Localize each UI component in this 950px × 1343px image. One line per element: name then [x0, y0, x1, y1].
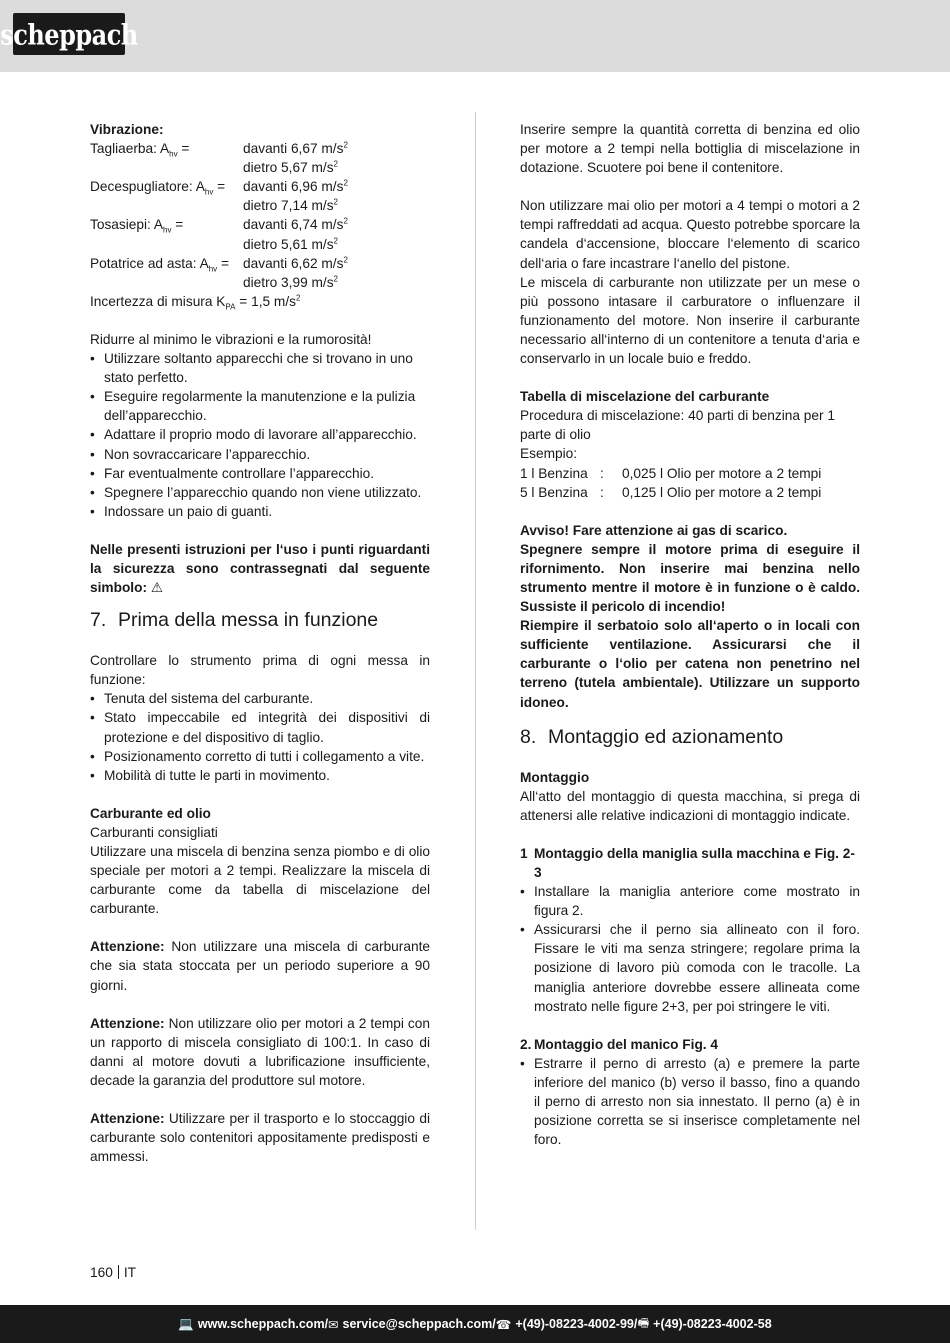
list-item: • Adattare il proprio modo di lavorare all’apparecchio. [90, 425, 430, 444]
page-header [0, 0, 950, 72]
refuel-warning: Spegnere sempre il motore prima di eseguire il rifornimento. Non inserire mai benzina nello strumento mentre il motore è in funzione o è caldo. Sussiste il pericolo di incendio! [520, 541, 860, 615]
section-heading-7: 7. Prima della messa in funzione [90, 609, 379, 632]
list-item: • Eseguire regolarmente la manutenzione e la pulizia dell’apparecchio. [90, 387, 430, 425]
fuel-storage-text: Le miscela di carburante non utilizzate per un mese o più possono intasare il carburatore o influenzare il funzionamento del motore. Non inserire il carburante necessario all‘interno di un contenitore a tenuta d‘aria e conservarlo in un locale buio e freddo. [520, 274, 860, 367]
page-footer: 💻 www.scheppach.com / ✉ service@scheppach.com / ☎ +(49)-08223-4002-99 / 🖷 +(49)-08223-4002-58 [0, 1305, 950, 1343]
list-item: • Indossare un paio di guanti. [90, 502, 430, 521]
check-list [90, 689, 430, 784]
vibration-row: Tosasiepi: $A_{hv}$ = davanti 6,74 $m/s^2$ [90, 216, 348, 236]
fuel-quantity-text: Inserire sempre la quantità corretta di benzina ed olio per motore a 2 tempi nella bottiglia di miscelazione in dotazione. Scuotere poi bene il contenitore. [520, 122, 860, 176]
vibration-values [90, 139, 430, 311]
assembly-title: Montaggio [520, 769, 590, 785]
column-divider [475, 112, 476, 1230]
list-item: • Installare la maniglia anteriore come mostrato in figura 2. [520, 882, 860, 920]
reduce-vibration-text: Ridurre al minimo le vibrazioni e la rumorosità! [90, 331, 372, 347]
vibration-row: dietro 5,67 $m/s^2$ [243, 159, 338, 176]
exhaust-warning: Avviso! Fare attenzione ai gas di scarico. [520, 522, 788, 538]
attention-note-3: Attenzione: Utilizzare per il trasporto e lo stoccaggio di carburante solo contenitori appositamente predisposti e ammessi. [90, 1111, 430, 1165]
list-item: • Utilizzare soltanto apparecchi che si trovano in uno stato perfetto. [90, 349, 430, 387]
oil-warning-text: Non utilizzare mai olio per motori a 4 tempi o motori a 2 tempi raffreddati ad acqua. Questo potrebbe sporcare la candela d‘accensione, bloccare l‘elemento di scarico dell‘aria o fare incastrare l‘anello del pistone. [520, 198, 860, 271]
vibration-row: dietro 3,99 $m/s^2$ [243, 274, 338, 290]
step-1-title: 1 Montaggio della maniglia sulla macchina e Fig. 2-3 [520, 845, 855, 880]
step-2-list [520, 1054, 860, 1149]
footer-website[interactable]: www.scheppach.com [197, 1317, 325, 1331]
page-number: 160 IT [90, 1265, 137, 1280]
fuel-text: Utilizzare una miscela di benzina senza piombo e di olio speciale per motori a 2 tempi. Realizzare la miscela di carburante come da tabella di miscelazione del carburante. [90, 844, 430, 917]
check-intro: Controllare lo strumento prima di ogni messa in funzione: [90, 653, 430, 688]
step-2-title: 2. Montaggio del manico Fig. 4 [520, 1036, 719, 1052]
brand-logo [0, 13, 138, 55]
vibration-row: Decespugliatore: $A_{hv}$ = davanti 6,96 $m/s^2$ [90, 178, 348, 198]
list-item: • Far eventualmente controllare l’apparecchio. [90, 464, 430, 483]
list-item: • Non sovraccaricare l’apparecchio. [90, 445, 430, 464]
measurement-uncertainty: Incertezza di misura $K_{PA} = 1,5$ $m/s^2$ [90, 293, 301, 312]
attention-note-2: Attenzione: Non utilizzare olio per motori a 2 tempi con un rapporto di miscela consigliato di 100:1. In caso di danni al motore dovuti a lubrificazione insufficiente, decade la garanzia del produttore sul motore. [90, 1015, 430, 1088]
vibration-row: dietro 5,61 $m/s^2$ [243, 236, 338, 252]
list-item: • Stato impeccabile ed integrità dei dispositivi di protezione e del dispositivo di taglio. [90, 708, 430, 746]
fuel-oil-title: Carburante ed olio [90, 805, 211, 821]
safety-symbol-note: Nelle presenti istruzioni per l‘uso i punti riguardanti la sicurezza sono contrassegnati dal seguente simbolo: ⚠ [90, 541, 430, 596]
list-item: • Posizionamento corretto di tutti i collegamento a vite. [90, 747, 430, 766]
fax-icon: 🖷 [637, 1315, 650, 1330]
attention-note-1: Attenzione: Non utilizzare una miscela di carburante che sia stata stoccata per un periodo superiore a 90 giorni. [90, 939, 430, 993]
mix-row: 5 l Benzina : 0,125 l Olio per motore a 2 tempi [520, 484, 822, 500]
mail-icon: ✉ [328, 1317, 339, 1332]
fill-tank-warning: Riempire il serbatoio solo all‘aperto o in locali con sufficiente ventilazione. Assicurarsi che il carburante o l‘olio per catena non penetrino nel terreno (tutela ambientale). Utilizzare un supporto idoneo. [520, 618, 860, 710]
list-item: • Assicurarsi che il perno sia allineato con il foro. Fissare le viti ma senza stringere; regolare prima la posizione di lavoro più comoda con le tracolle. La maniglia anteriore dovrebbe essere allineata come mostrato nelle figure 2+3, per poi stringere le viti. [520, 920, 860, 1015]
footer-email[interactable]: service@scheppach.com [342, 1317, 493, 1331]
vibration-row: Potatrice ad asta: $A_{hv}$ = davanti 6,62 $m/s^2$ [90, 255, 348, 274]
footer-fax: +(49)-08223-4002-58 [653, 1317, 772, 1331]
vibration-row: Tagliaerba: $A_{hv}$ = davanti 6,67 $m/s^2$ [90, 140, 348, 159]
list-item: • Spegnere l’apparecchio quando non viene utilizzato. [90, 483, 430, 502]
computer-icon: 💻 [178, 1316, 194, 1331]
vibration-row: dietro 7,14 $m/s^2$ [243, 197, 338, 214]
left-column [90, 120, 430, 1166]
section-heading-8: 8. Montaggio ed azionamento [520, 725, 784, 748]
mix-row: 1 l Benzina : 0,025 l Olio per motore a 2 tempi [520, 465, 822, 481]
footer-phone: +(49)-08223-4002-99 [515, 1317, 634, 1331]
example-label: Esempio: [520, 446, 578, 462]
mix-procedure: Procedura di miscelazione: 40 parti di benzina per 1 parte di olio [520, 408, 835, 443]
list-item: • Mobilità di tutte le parti in movimento. [90, 766, 430, 785]
fuel-subtitle: Carburanti consigliati [90, 824, 218, 840]
assembly-text: All‘atto del montaggio di questa macchina, si prega di attenersi alle relative indicazioni di montaggio indicate. [520, 788, 860, 823]
vibration-title: Vibrazione: [90, 122, 164, 137]
step-1-list [520, 882, 860, 1016]
right-column [520, 120, 860, 1149]
list-item: • Tenuta del sistema del carburante. [90, 689, 430, 708]
mix-table-title: Tabella di miscelazione del carburante [520, 389, 770, 405]
list-item: • Estrarre il perno di arresto (a) e premere la parte inferiore del manico (b) verso il basso, fino a quando il perno di arresto non sia innestato. Il perno (a) è in posizione corretta se si inserisce completamente nel foro. [520, 1054, 860, 1149]
reduce-vibration-list [90, 349, 430, 521]
brand-name: scheppach [0, 17, 138, 51]
phone-icon: ☎ [495, 1317, 512, 1332]
